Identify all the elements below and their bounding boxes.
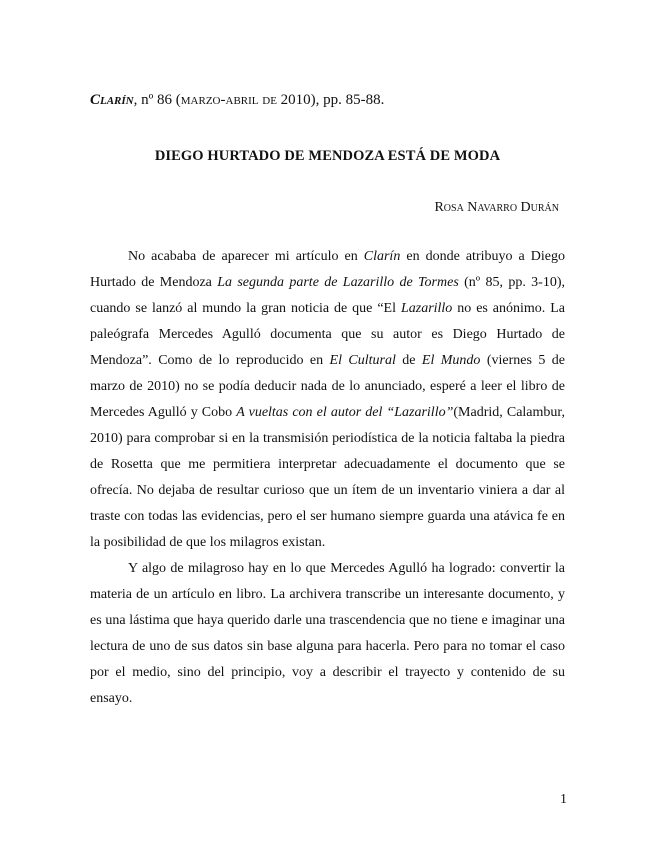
article-title: DIEGO HURTADO DE MENDOZA ESTÁ DE MODA [154,148,501,164]
page-number: 1 [560,792,567,807]
paragraph-1-text-4: no es anónimo. La paleógrafa Mercedes Agulló documenta que su autor es Diego Hurtado de Mendoza”. Como de lo reproducido en [90,301,566,368]
issue-number: , nº 86 [133,92,176,108]
paragraph-1-italic-2: La segunda parte de Lazarillo de Tormes [217,275,459,290]
citation-header [90,92,384,109]
paragraph-1-italic-6: A vueltas con el autor del “Lazarillo” [236,405,454,420]
page-range: , pp. 85-88. [315,92,385,108]
paragraph-2: Y algo de milagroso hay en lo que Mercedes Agulló ha logrado: convertir la materia de un artículo en libro. La archivera transcribe un interesante documento, y es una lástima que haya querido darle una trascendencia que no tiene e imaginar una lectura de uno de sus datos sin base alguna para hacerla. Pero para no tomar el caso por el medio, sino del principio, voy a describir el trayecto y contenido de su ensayo. [90,561,565,706]
paragraph-1-italic-1: Clarín [363,249,401,264]
article-body [90,244,565,712]
paragraph-1-text-2: en donde atribuyo a Diego Hurtado de Mendoza [90,249,565,290]
journal-name: Clarín [90,92,134,108]
paragraph-1-text-3: (nº 85, pp. 3-10), cuando se lanzó al mundo la gran noticia de que “El [90,275,565,316]
paragraph-1-text-1: No acababa de aparecer mi artículo en [128,249,364,264]
paragraph-1 [90,244,565,556]
paragraph-1-text-5: de [395,353,422,368]
paragraph-1-text-6: (viernes 5 de marzo de 2010) no se podía deducir nada de lo anunciado, esperé a leer el libro de Mercedes Agulló y Cobo [90,353,565,420]
paragraph-1-italic-5: El Mundo [421,353,481,368]
paragraph-1-italic-3: Lazarillo [400,301,453,316]
paragraph-1-italic-4: El Cultural [329,353,396,368]
article-author: Rosa Navarro Durán [434,200,559,215]
issue-dates: (marzo-abril de 2010) [175,92,316,108]
paragraph-1-text-7: (Madrid, Calambur, 2010) para comprobar si en la transmisión periodística de la noticia faltaba la piedra de Rosetta que me permitiera interpretar adecuadamente el documento que se ofrecía. No dejaba de resultar curioso que un ítem de un inventario viniera a dar al traste con todas las evidencias, pero el ser humano siempre guarda una atávica fe en la posibilidad de que los milagros existan. [90,405,565,550]
